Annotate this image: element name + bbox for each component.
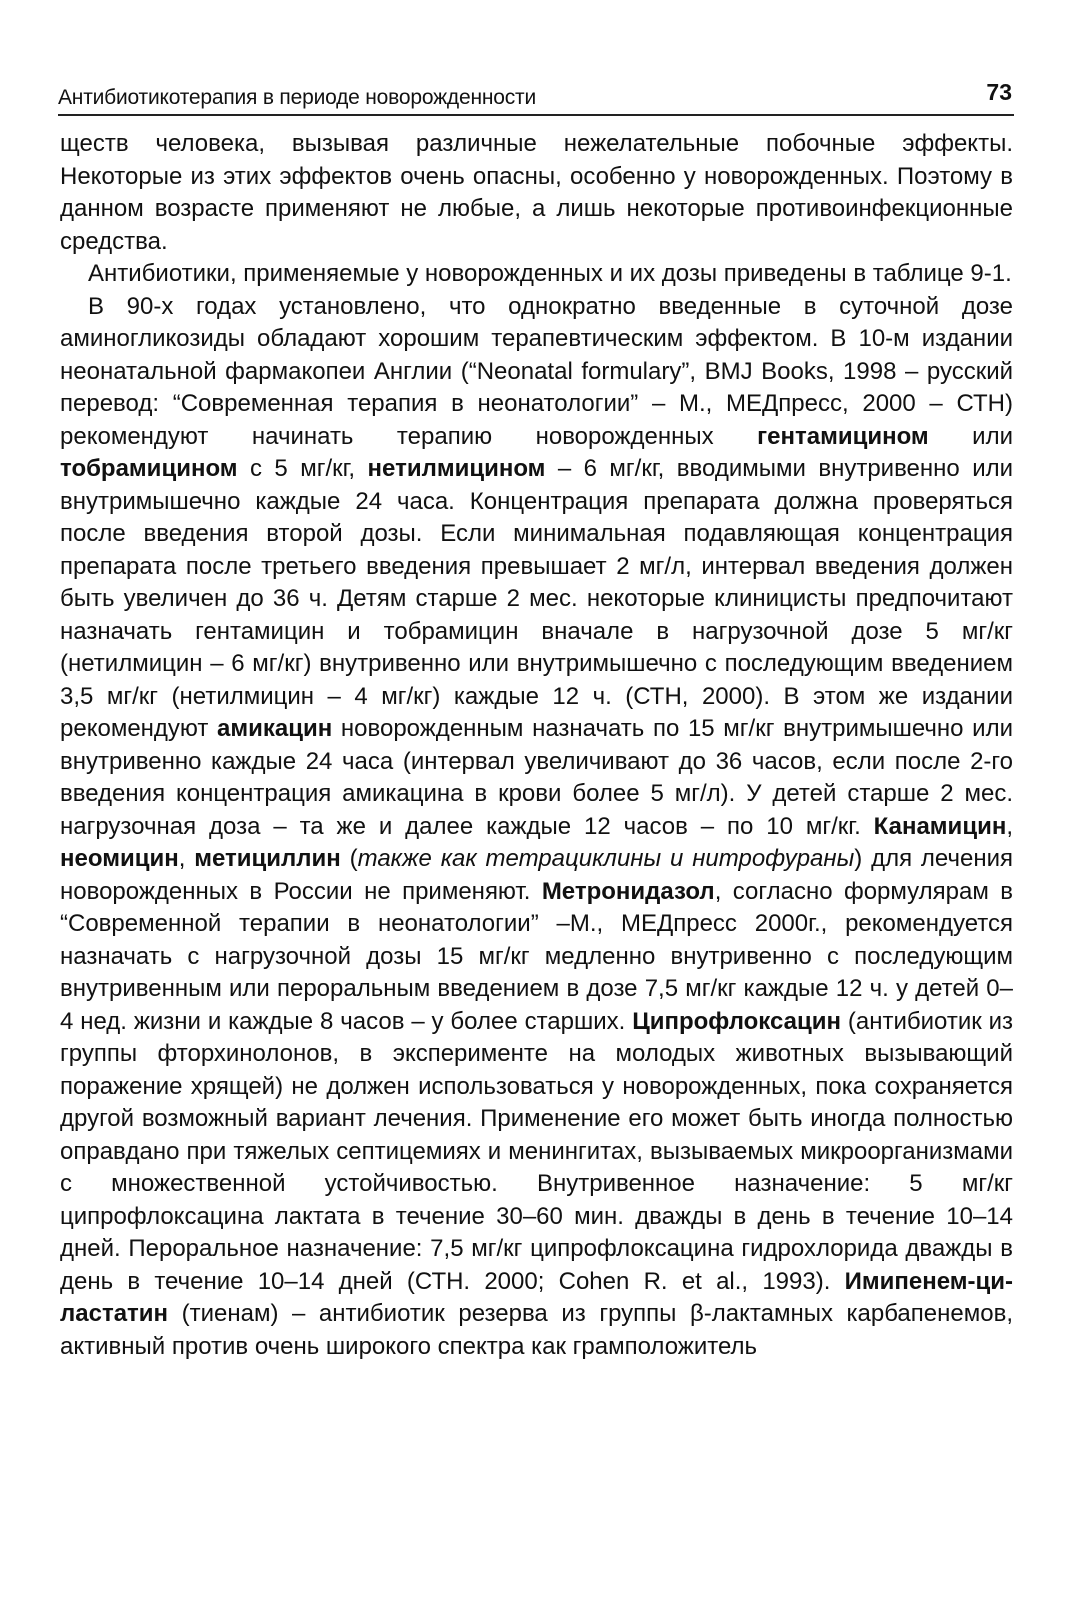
text-run: – 6 мг/кг, вводимыми внутривенно или внутримышечно каждые 24 часа. Концентрация препарата должна проверяться после введения второй дозы. Если минимальная подавляющая концентрация препарата после третьего введения превышает 2 мг/л, интервал введения должен быть увеличен до 36 ч. Детям старше 2 мес. некоторые клиницисты предпочитают назначать гентамицин и тобрамицин вначале в нагрузочной дозе 5 мг/кг (нетилмицин – 6 мг/кг) внутривенно или внутримышечно с последующим введением 3,5 мг/кг (нетилмицин – 4 мг/кг) каждые 12 ч. (СТН, 2000). В этом же издании рекомендуют <box>60 455 1014 742</box>
text-run: В 90-х годах установлено, что однократно введенные в суточной дозе аминогликозиды обладают хорошим терапевтическим эффектом. В 10-м издании неонатальной фармакопеи Англии (“Neonatal formulary”, BMJ Books, 1998 – русский перевод: “Современная терапия в неонатологии” – М., МЕДпресс, 2000 – СТН) рекомендуют начинать терапию новорожденных <box>60 292 1013 450</box>
text-run: (антибиотик из группы фторхинолонов, в эксперименте на молодых животных вызывающий поражение хрящей) не должен использоваться у новорожденных, пока сохраняется другой возможный вариант лечения. Применение его может быть иногда полностью оправдано при тяжелых септицемиях и менингитах, вызываемых микроорганизмами с множественной устойчивостью. Внутривенное назначение: 5 мг/кг ципрофлоксацина лактата в течение 30–60 мин. дважды в день в течение 10–14 дней. Пероральное назначение: 7,5 мг/кг ципрофлоксацина гидрохлорида дважды в день в течение 10–14 дней (СТН. 2000; Cohen R. et al., 1993). <box>60 1007 1014 1295</box>
bold-drug-name: Метронидазол <box>541 877 715 905</box>
text-run: , согласно формулярам в “Современной терапии в неонатологии” –М., МЕДпресс 2000г., рекомендуется назначать с нагрузочной дозы 15 мг/кг медленно внутривенно с последующим внутривенным или пероральным введением в дозе 7,5 мг/кг каждые 12 ч. у детей 0–4 нед. жизни и каждые 8 часов – у более старших. <box>60 877 1013 1035</box>
text-run: (тиенам) – антибиотик резерва из группы β-лактамных карбапенемов, активный против очень широкого спектра как грамположитель <box>60 1300 1013 1360</box>
text-run: ( <box>340 845 358 872</box>
text-run: Антибиотики, применяемые у новорожденных и их дозы приведены в таблице 9-1. <box>88 260 1012 287</box>
bold-drug-name: тобрамицином <box>60 455 238 482</box>
page-number: 73 <box>986 79 1012 105</box>
text-run: ) для лечения новорожденных в России не применяют. <box>60 845 1013 905</box>
text-run: , <box>1006 812 1013 840</box>
page-header <box>58 74 1014 116</box>
text-run: ществ человека, вызывая различные нежелательные побочные эффекты. Некоторые из этих эффектов очень опасны, особенно у новорожденных. Поэтому в данном возрасте применяют не любые, а лишь некоторые противоинфекционные средства. <box>60 130 1013 255</box>
text-run: , <box>178 845 195 872</box>
body-text <box>60 128 1013 1363</box>
text-run: новорожденным назначать по 15 мг/кг внутримышечно или внутривенно каждые 24 часа (интервал увеличивают до 36 часов, если после 2-го введения концентрация амикацина в крови более 5 мг/л). У детей старше 2 мес. нагрузочная доза – та же и далее каждые 12 часов – по 10 мг/кг. <box>60 715 1013 840</box>
paragraph <box>60 291 1013 1364</box>
bold-drug-name: Канамицин <box>873 812 1007 840</box>
bold-drug-name: гентамицином <box>757 422 929 450</box>
bold-drug-name: Ципрофлоксацин <box>632 1007 841 1035</box>
paragraph <box>60 258 1013 291</box>
text-run: или <box>928 422 1014 450</box>
bold-drug-name: нетилмицином <box>367 455 546 482</box>
running-title: Антибиотикотерапия в периоде новорожденности <box>58 86 536 109</box>
bold-drug-name: метициллин <box>194 845 341 872</box>
paragraph <box>60 128 1013 258</box>
bold-drug-name: неомицин <box>60 845 179 872</box>
italic-text: также как тетрациклины и нитрофураны <box>357 845 855 872</box>
text-run: с 5 мг/кг, <box>237 455 368 482</box>
bold-drug-name: Имипенем-циластатин <box>60 1267 1013 1327</box>
bold-drug-name: амикацин <box>217 715 333 742</box>
